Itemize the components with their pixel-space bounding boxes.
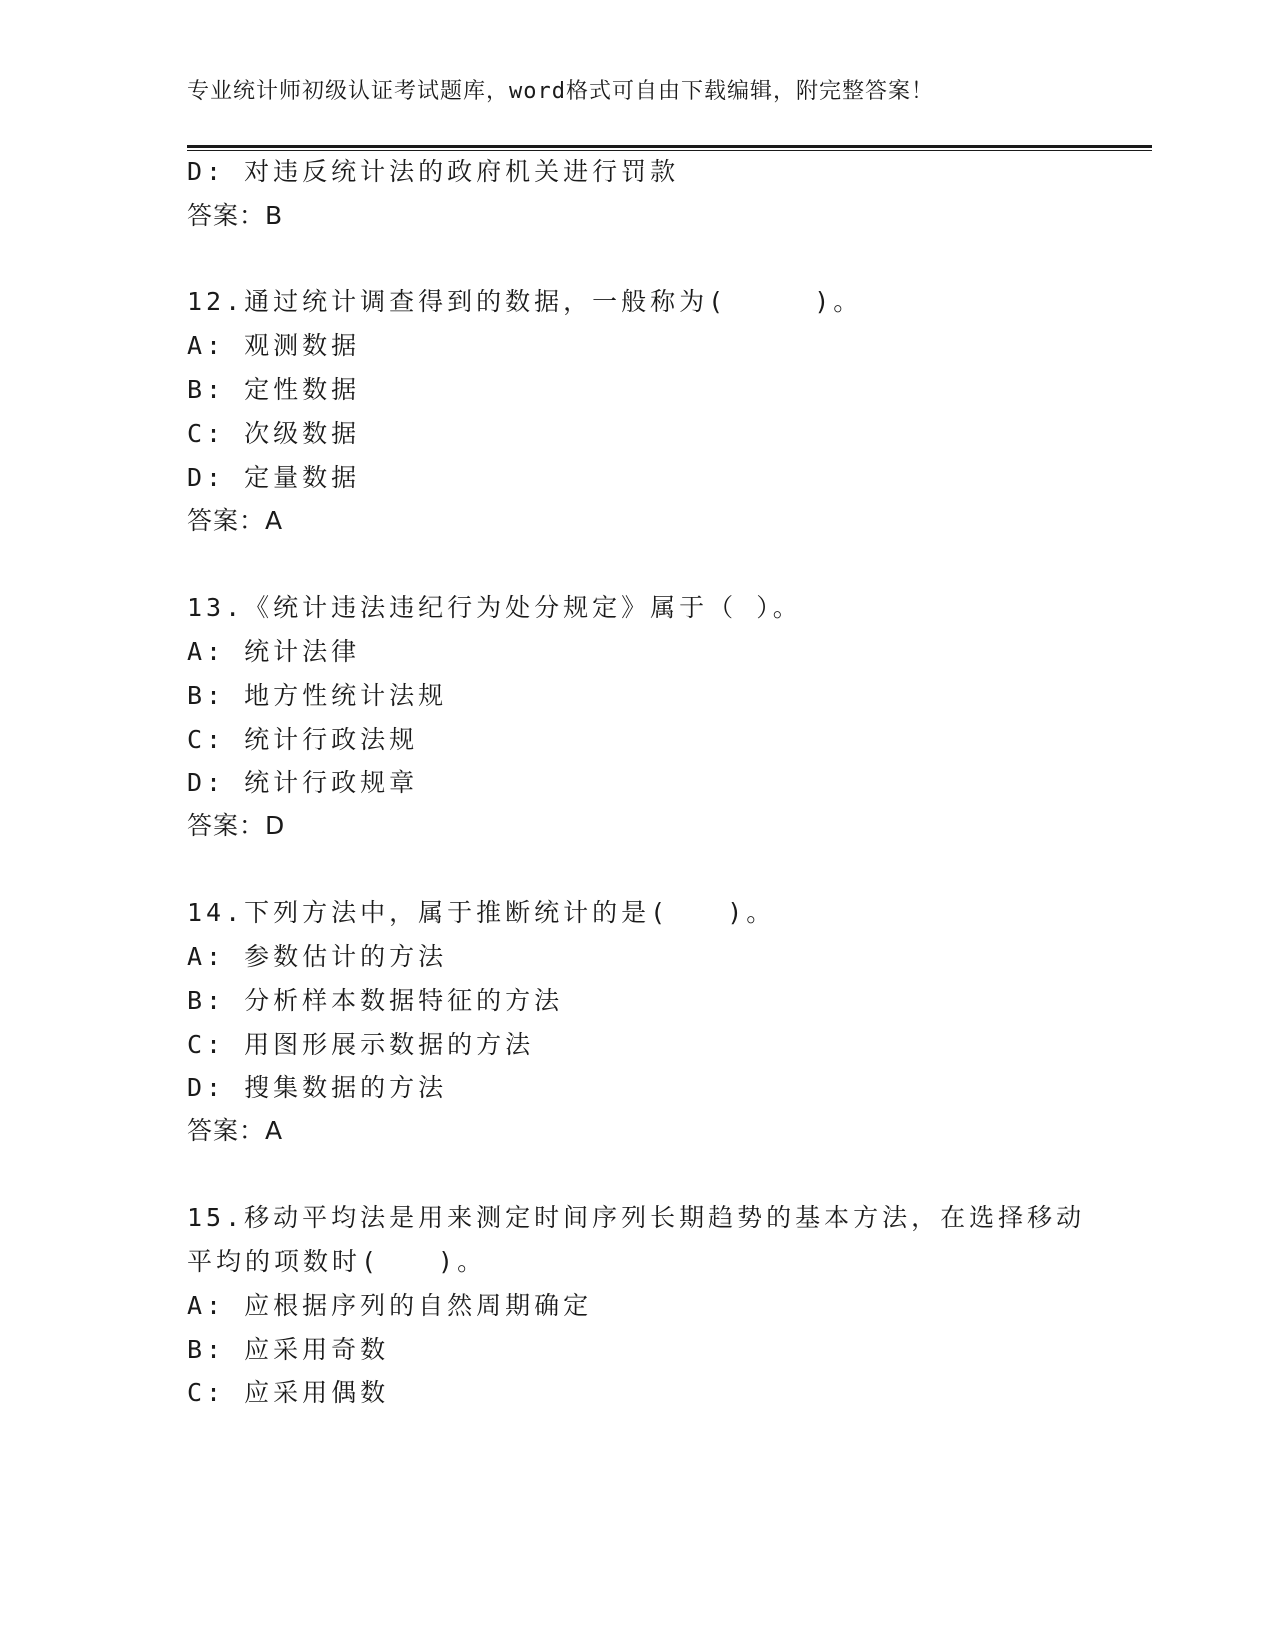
- question-stem: 14.下列方法中，属于推断统计的是( )。: [187, 898, 776, 927]
- option-a: A: 统计法律: [187, 637, 361, 666]
- answer: 答案：A: [187, 1116, 284, 1145]
- option-c: C: 统计行政法规: [187, 725, 419, 754]
- header-divider-thin: [187, 150, 1152, 151]
- option-d: D: 搜集数据的方法: [187, 1073, 448, 1102]
- question-stem-continued: 平均的项数时( )。: [187, 1247, 487, 1276]
- option-d: D: 统计行政规章: [187, 768, 419, 797]
- option-c: C: 次级数据: [187, 419, 361, 448]
- question-stem: 13.《统计违法违纪行为处分规定》属于（ ）。: [187, 593, 802, 622]
- option-b: B: 分析样本数据特征的方法: [187, 986, 564, 1015]
- option-c: C: 用图形展示数据的方法: [187, 1030, 535, 1059]
- answer: 答案：A: [187, 506, 284, 535]
- header-divider: [187, 145, 1152, 148]
- option-b: B: 地方性统计法规: [187, 681, 448, 710]
- option-b: B: 定性数据: [187, 375, 361, 404]
- question-stem: 15.移动平均法是用来测定时间序列长期趋势的基本方法，在选择移动: [187, 1203, 1086, 1232]
- answer: 答案：D: [187, 811, 286, 840]
- option-a: A: 观测数据: [187, 331, 361, 360]
- option-c: C: 应采用偶数: [187, 1378, 390, 1407]
- answer: 答案：B: [187, 201, 284, 230]
- option-d: D: 对违反统计法的政府机关进行罚款: [187, 157, 680, 186]
- question-stem: 12.通过统计调查得到的数据，一般称为( )。: [187, 287, 863, 316]
- option-b: B: 应采用奇数: [187, 1335, 390, 1364]
- option-a: A: 应根据序列的自然周期确定: [187, 1291, 593, 1320]
- option-d: D: 定量数据: [187, 463, 361, 492]
- page-header: 专业统计师初级认证考试题库，word格式可自由下载编辑，附完整答案！: [187, 79, 934, 104]
- option-a: A: 参数估计的方法: [187, 942, 448, 971]
